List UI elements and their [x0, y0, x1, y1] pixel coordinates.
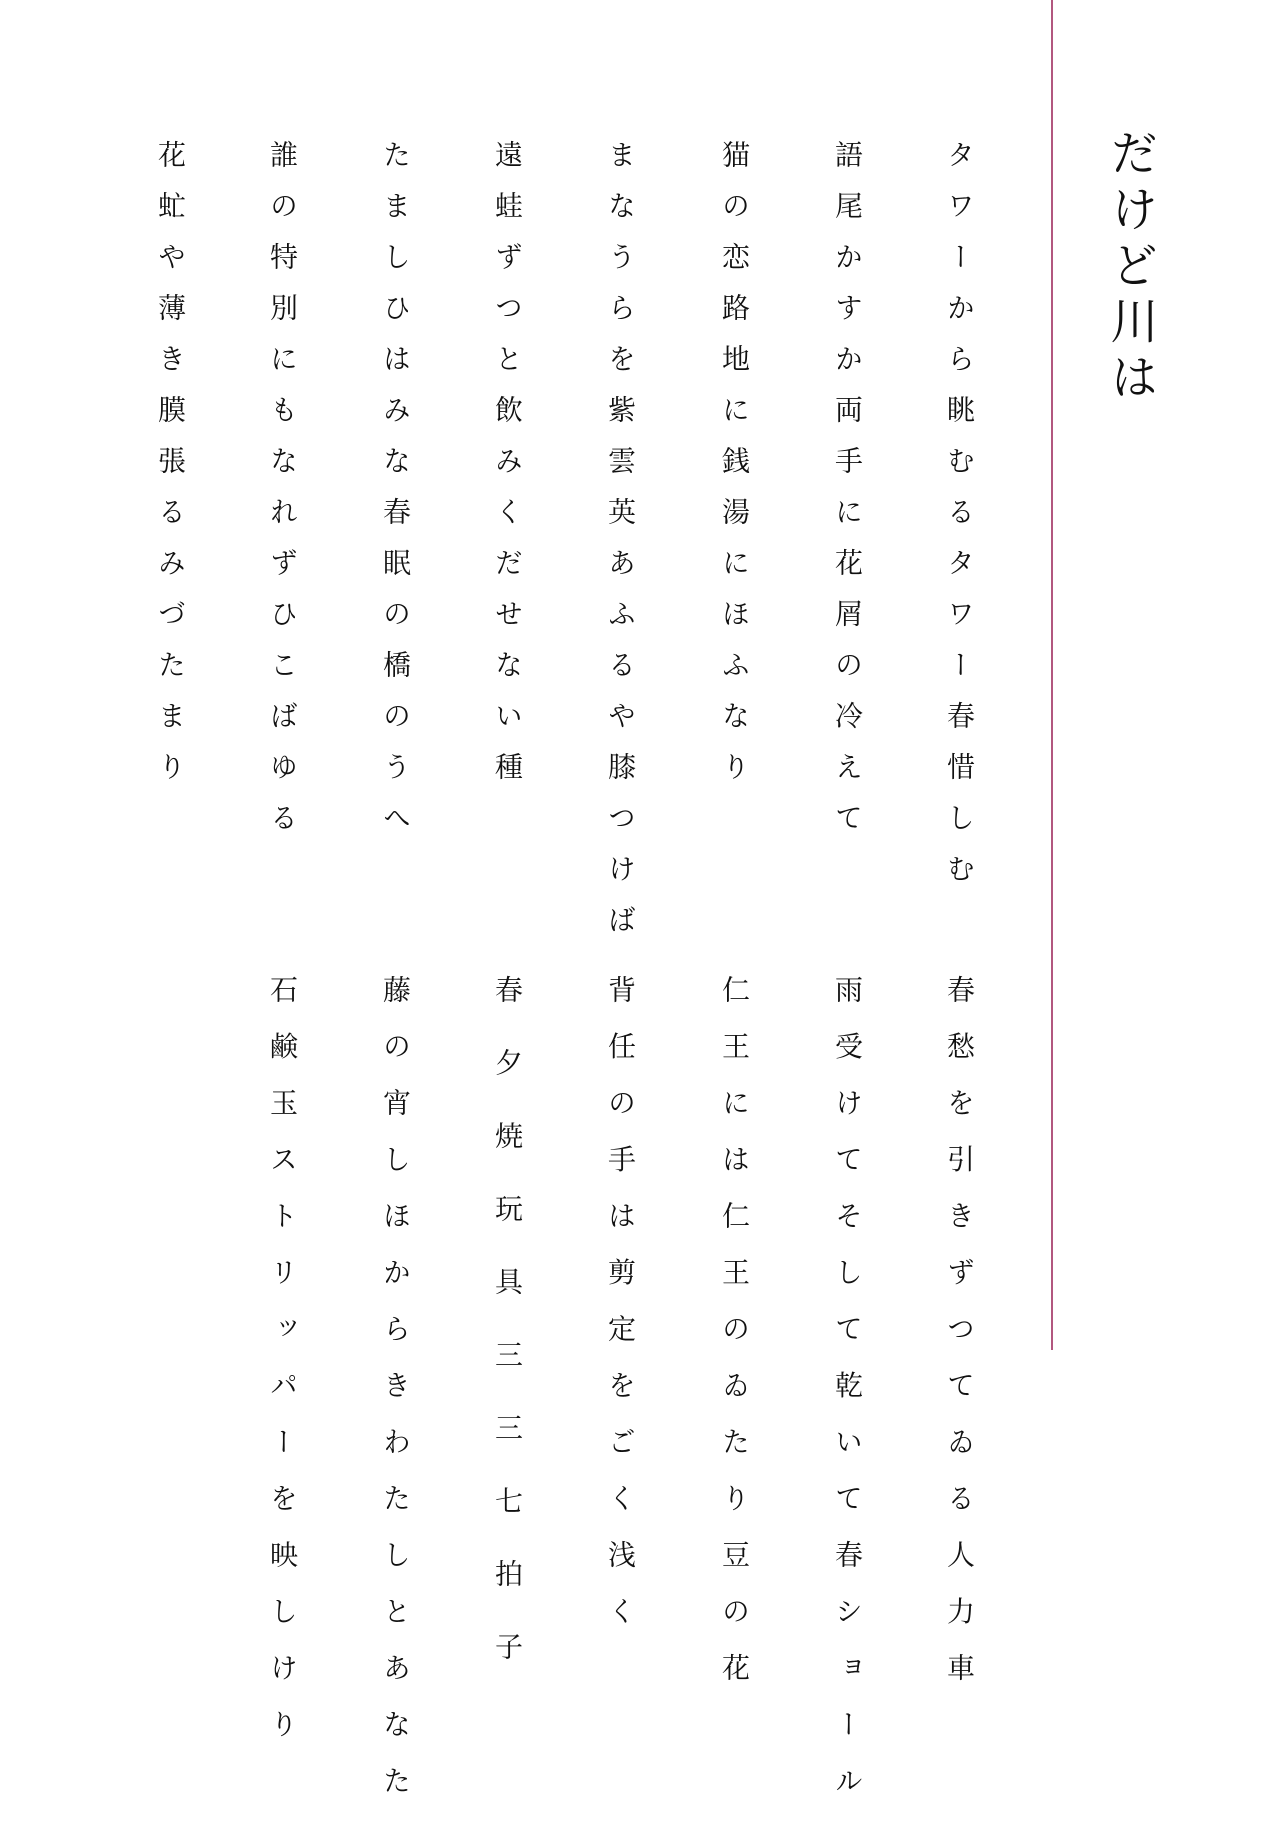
haiku-line: タワーから眺むるタワー春惜しむ: [943, 140, 976, 905]
haiku-line: 仁王には仁王のゐたり豆の花: [718, 975, 751, 1710]
vertical-divider-line: [1051, 0, 1053, 1350]
haiku-line: 誰の特別にもなれずひこばゆる: [266, 140, 299, 854]
haiku-line: 語尾かすか両手に花屑の冷えて: [831, 140, 864, 854]
haiku-line: たましひはみな春眠の橋のうへ: [379, 140, 412, 854]
haiku-line: 雨受けてそして乾いて春ショール: [831, 975, 864, 1823]
haiku-line: 藤の宵しほからきわたしとあなた: [379, 975, 412, 1823]
haiku-line: まなうらを紫雲英あふるや膝つけば: [604, 140, 637, 956]
haiku-line: 石鹸玉ストリッパーを映しけり: [266, 975, 299, 1766]
page-title: だけど川は: [1102, 128, 1158, 408]
haiku-line: 遠蛙ずつと飲みくだせない種: [491, 140, 524, 803]
haiku-line: 春愁を引きずつてゐる人力車: [943, 975, 976, 1710]
haiku-line: 猫の恋路地に銭湯にほふなり: [718, 140, 751, 803]
haiku-line: 背任の手は剪定をごく浅く: [604, 975, 637, 1653]
haiku-line: 春夕焼玩具三三七拍子: [491, 975, 524, 1705]
haiku-line: 花虻や薄き膜張るみづたまり: [154, 140, 187, 803]
